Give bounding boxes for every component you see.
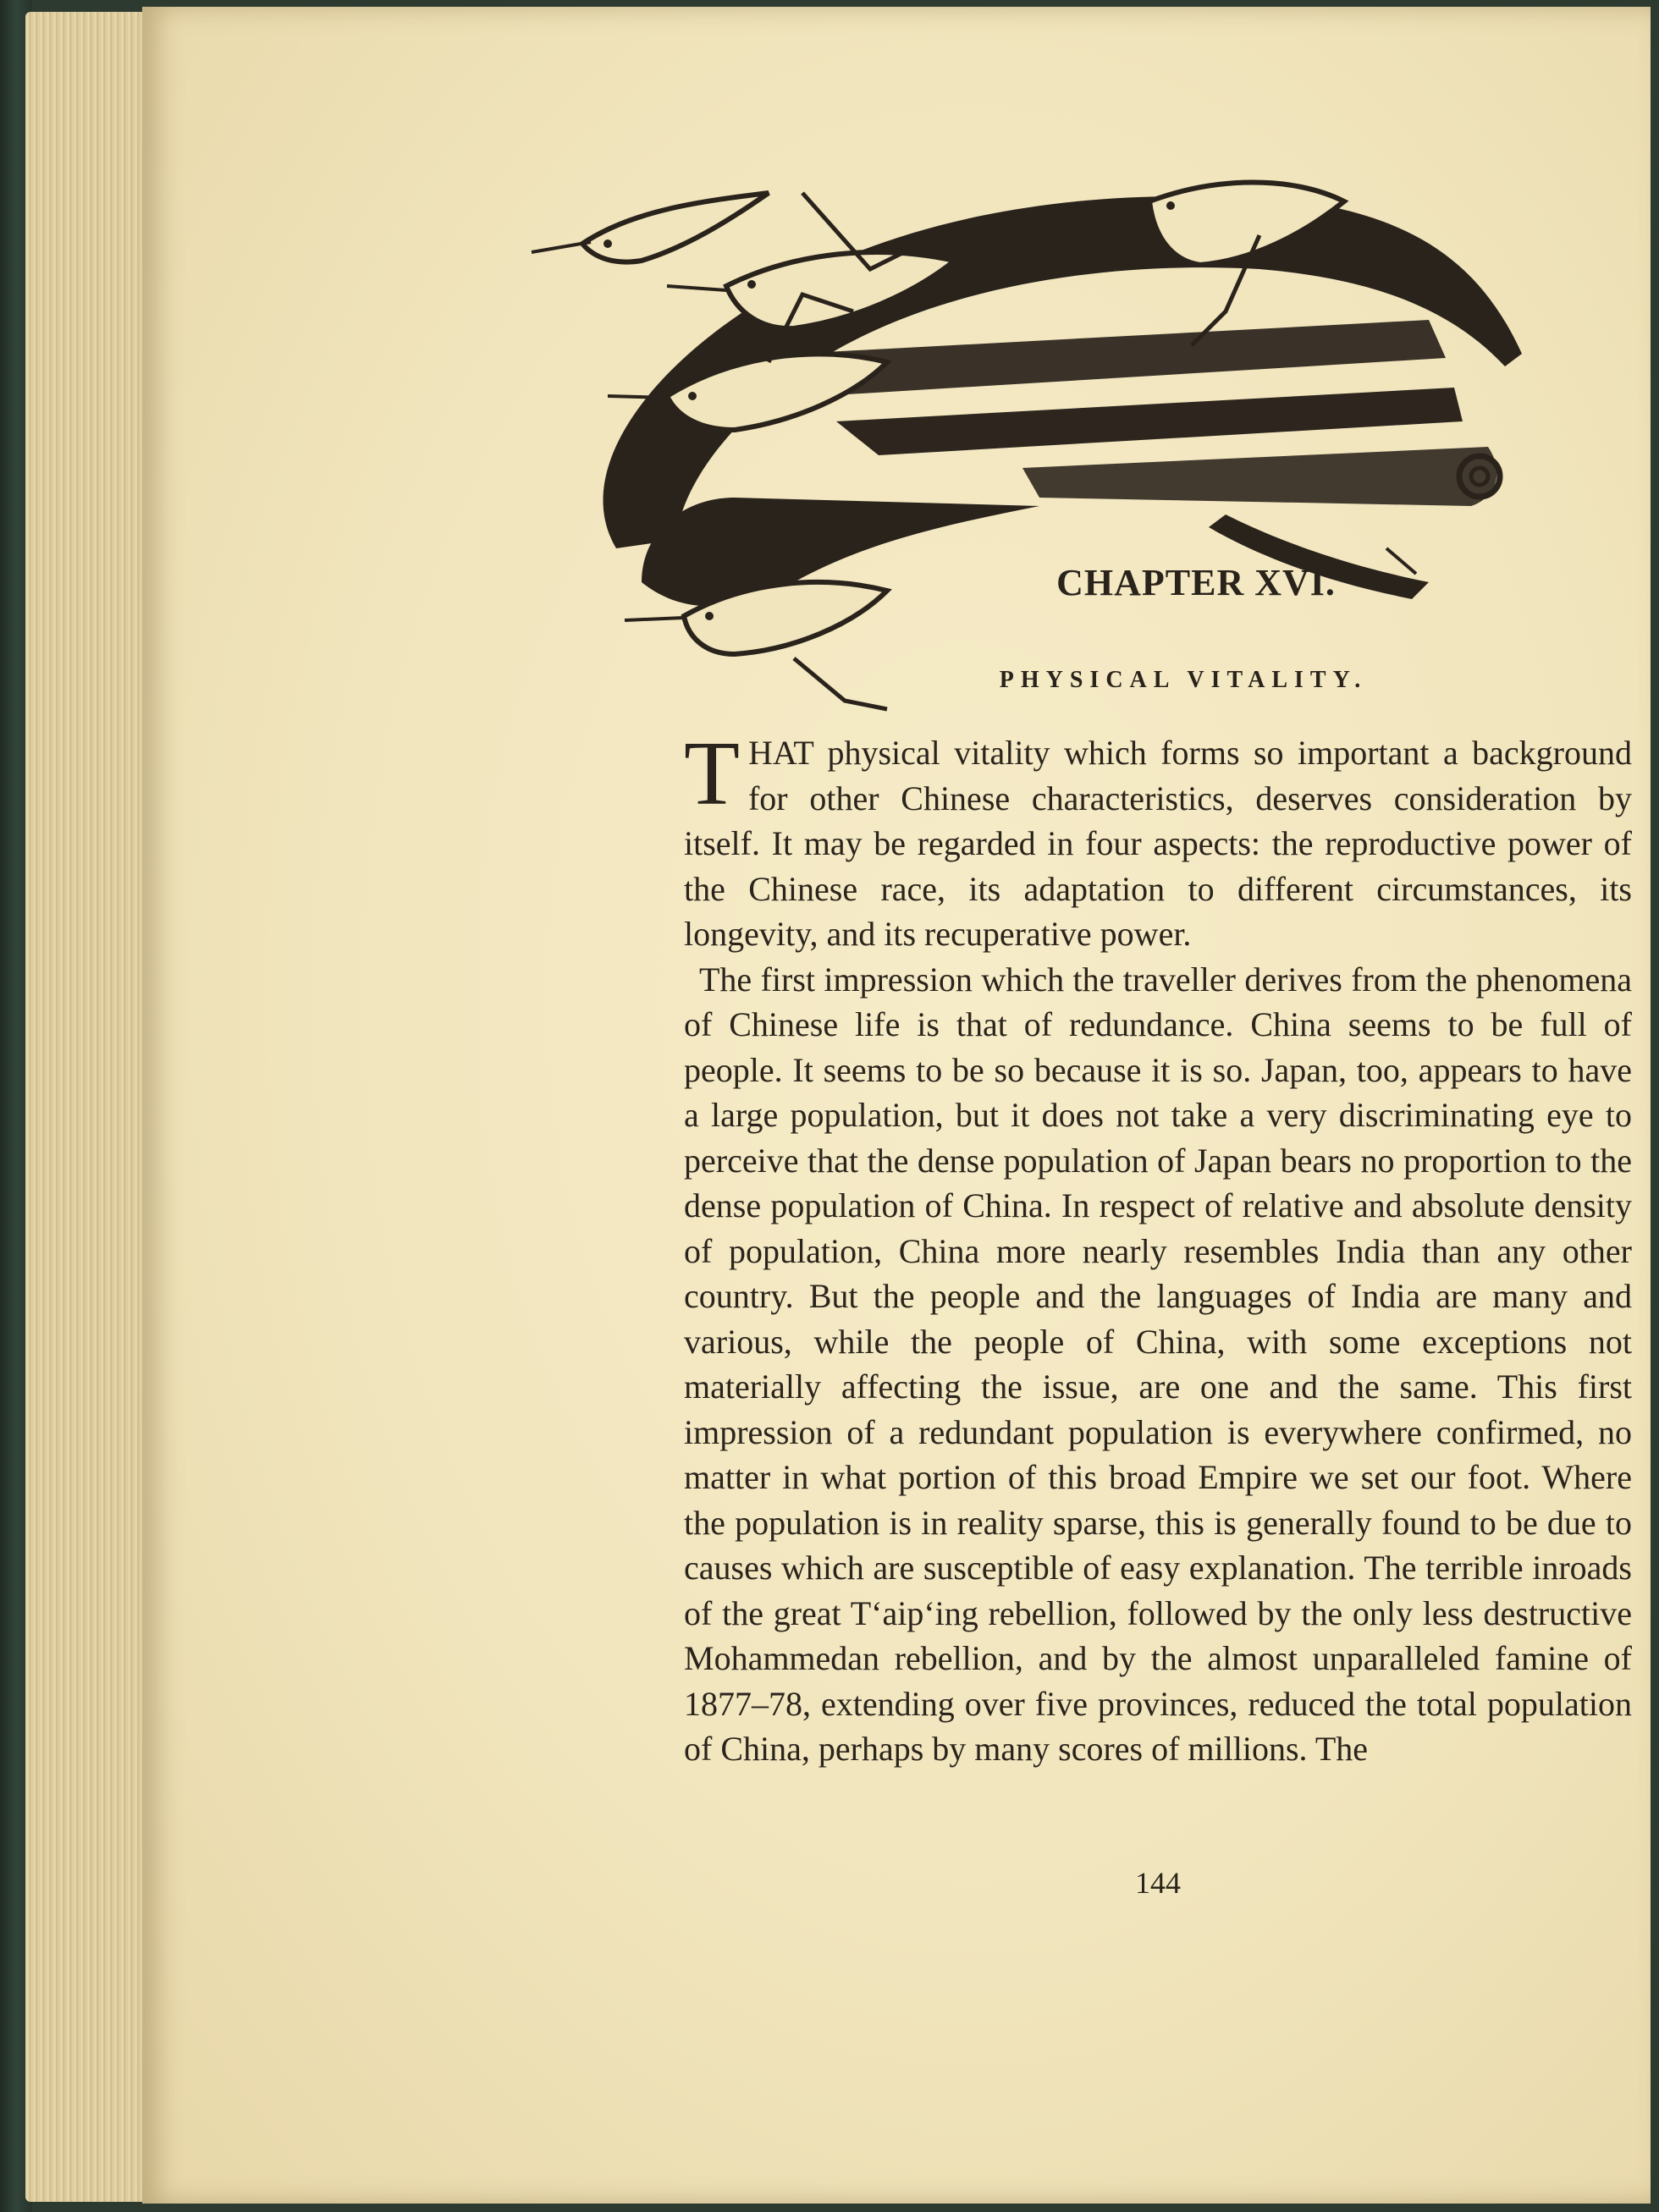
paragraph-2: The first impression which the traveller derives from the phenomena of Chinese life is that of redundance. China seems to be full of people. It seems to be so because it is so. Japan, too, appears to have a large population, but it does not take a very discriminating eye to perceive that the dense population of Japan bears no proportion to the dense population of China. In respect of relative and absolute density of population, China more nearly resembles India than any other country. But the people and the languages of India are many and various, while the people of China, with some exceptions not materially affecting the issue, are one and the same. This first impression of a redundant population is everywhere confirmed, no matter in what portion of this broad Empire we set our foot. Where the population is in reality sparse, this is generally found to be due to causes which are susceptible of easy explanation. The terrible inroads of the great T‘aip‘ing rebellion, followed by the only less destructive Mohammedan rebellion, and by the almost unparalleled famine of 1877–78, extending over five provinces, reduced the total population of China, perhaps by many scores of millions. The [684, 960, 1632, 1768]
chapter-title: CHAPTER XVI. [1056, 562, 1336, 603]
page-edges [25, 12, 152, 2202]
chapter-subtitle: PHYSICAL VITALITY. [999, 667, 1368, 693]
paragraph-1-text: HAT physical vitality which forms so important a background for other Chinese characteristics, deserves consideration by itself. It may be regarded in four aspects: the reproductive power of the Chinese race, its adaptation to different circumstances, its longevity, and its recuperative power. [684, 734, 1632, 953]
body-text [684, 724, 1632, 1772]
page-number: 144 [1135, 1866, 1181, 1900]
paragraph-1 [684, 724, 1632, 957]
drop-cap: T [684, 724, 740, 824]
book-page [142, 7, 1651, 2204]
flying-cranes-headpiece-icon [515, 142, 1530, 718]
